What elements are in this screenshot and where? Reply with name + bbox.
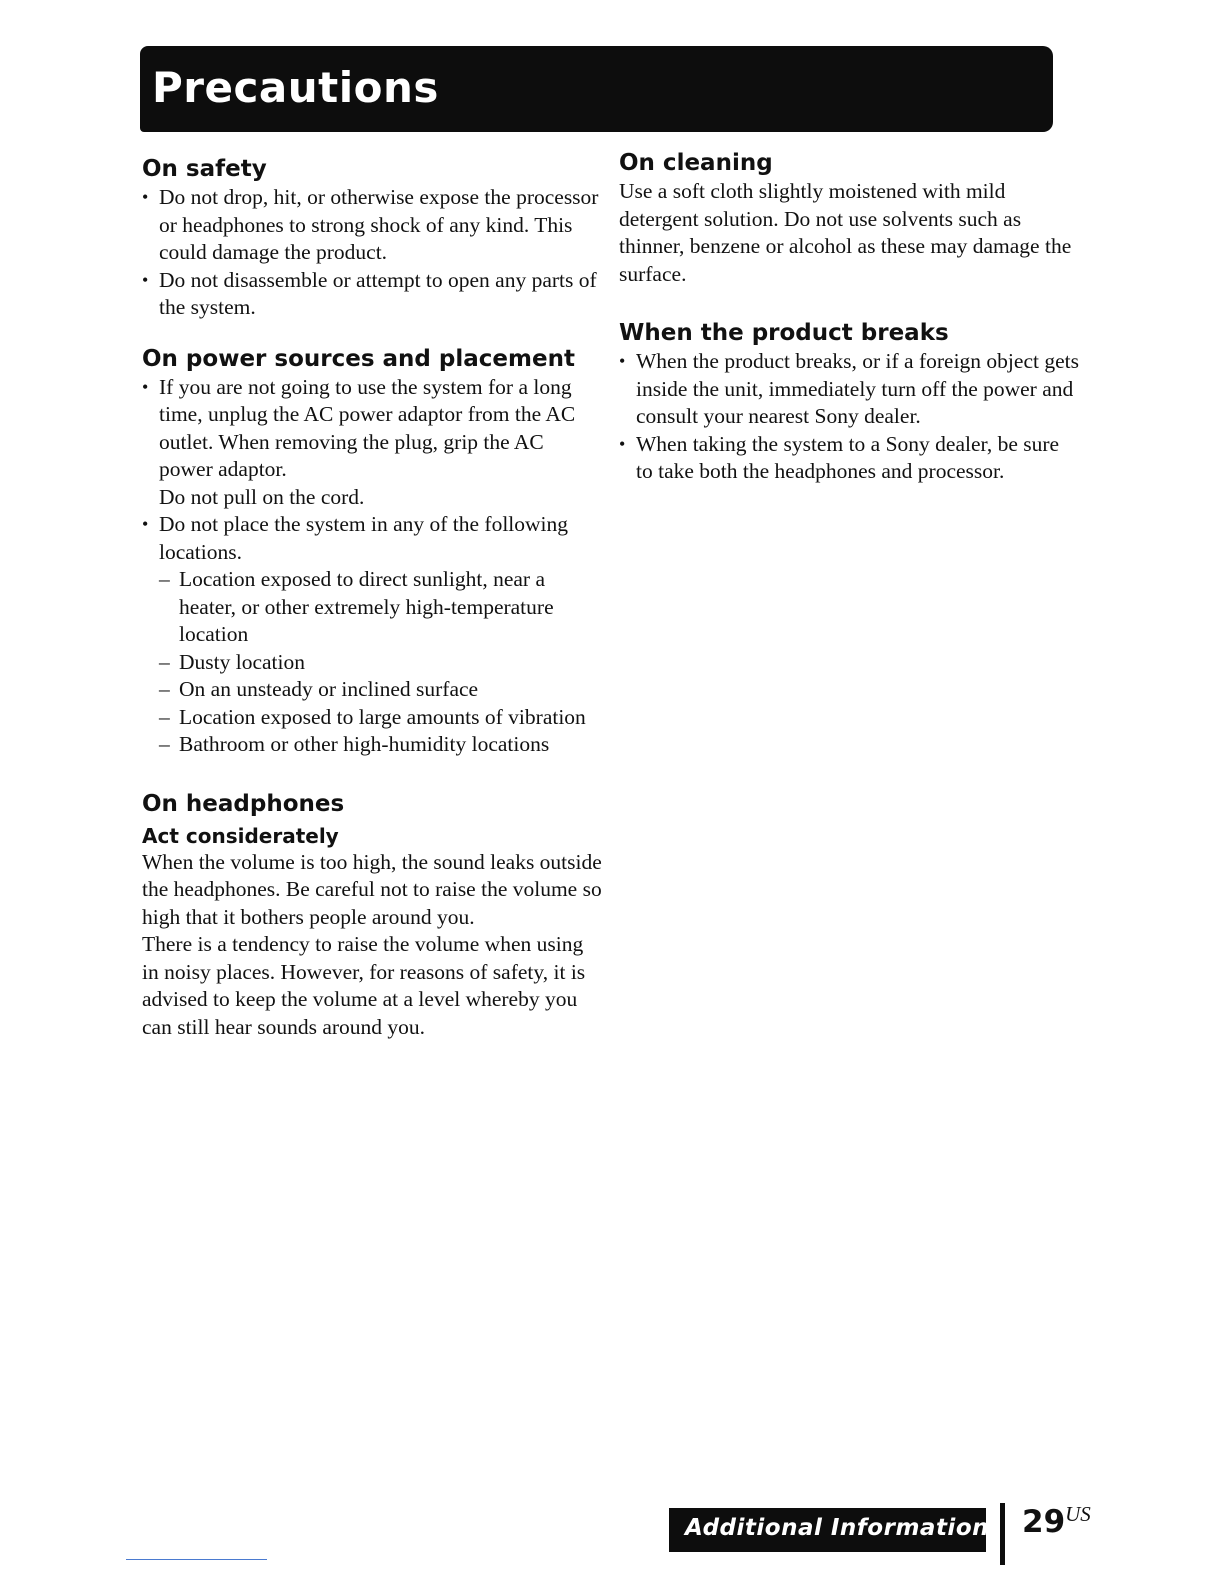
breaks-list [619,348,1079,486]
locations-list [159,566,602,759]
footer-section-label: Additional Information [685,1515,989,1541]
page-number-value: 29 [1022,1504,1066,1540]
page-number-suffix: US [1065,1502,1091,1526]
section-on-power [142,344,602,759]
right-column [619,148,1079,486]
heading-on-headphones: On headphones [142,790,345,817]
breaks-bullet: • When taking the system to a Sony dealer, be sure to take both the headphones and processor. [619,431,1079,486]
footer-rule [126,1559,267,1560]
location-item: – Location exposed to large amounts of vibration [159,704,602,732]
location-item: – On an unsteady or inclined surface [159,676,602,704]
breaks-bullet: • When the product breaks, or if a foreign object gets inside the unit, immediately turn off the power and consult your nearest Sony dealer. [619,348,1079,431]
page-number [1022,1504,1091,1540]
safety-list [142,184,602,322]
safety-bullet: • Do not drop, hit, or otherwise expose the processor or headphones to strong shock of any kind. This could damage the product. [142,184,602,267]
footer-section-label-box [669,1508,989,1552]
power-bullet-extra: Do not pull on the cord. [159,484,365,509]
headphones-paragraph: There is a tendency to raise the volume when using in noisy places. However, for reasons of safety, it is advised to keep the volume at a level whereby you can still hear sounds around you. [142,932,586,1039]
title-bar [140,46,1053,132]
location-item: – Location exposed to direct sunlight, near a heater, or other extremely high-temperature location [159,566,602,649]
safety-bullet: • Do not disassemble or attempt to open any parts of the system. [142,267,602,322]
power-bullet-text: Do not place the system in any of the following locations. [159,512,569,564]
page-title: Precautions [152,63,439,112]
power-bullet [142,374,602,512]
location-item: – Bathroom or other high-humidity locations [159,731,602,759]
heading-on-power: On power sources and placement [142,345,575,372]
section-on-cleaning [619,148,1079,288]
location-item: – Dusty location [159,649,602,677]
power-bullet-text: If you are not going to use the system for a long time, unplug the AC power adaptor from the AC outlet. When removing the plug, grip the AC power adaptor. [159,374,576,481]
section-on-safety [142,154,602,322]
cleaning-paragraph: Use a soft cloth slightly moistened with mild detergent solution. Do not use solvents such as thinner, benzene or alcohol as these may damage the surface. [619,179,1072,286]
footer-divider [1000,1503,1005,1565]
left-column [142,154,602,1041]
power-bullet [142,511,602,759]
headphones-paragraph: When the volume is too high, the sound leaks outside the headphones. Be careful not to raise the volume so high that it bothers people around you. [142,849,602,929]
subheading-act-considerately: Act considerately [142,823,339,848]
heading-product-breaks: When the product breaks [619,320,949,346]
power-list [142,374,602,759]
section-on-headphones [142,789,602,1042]
section-product-breaks [619,318,1079,486]
heading-on-safety: On safety [142,156,267,182]
heading-on-cleaning: On cleaning [619,150,773,176]
